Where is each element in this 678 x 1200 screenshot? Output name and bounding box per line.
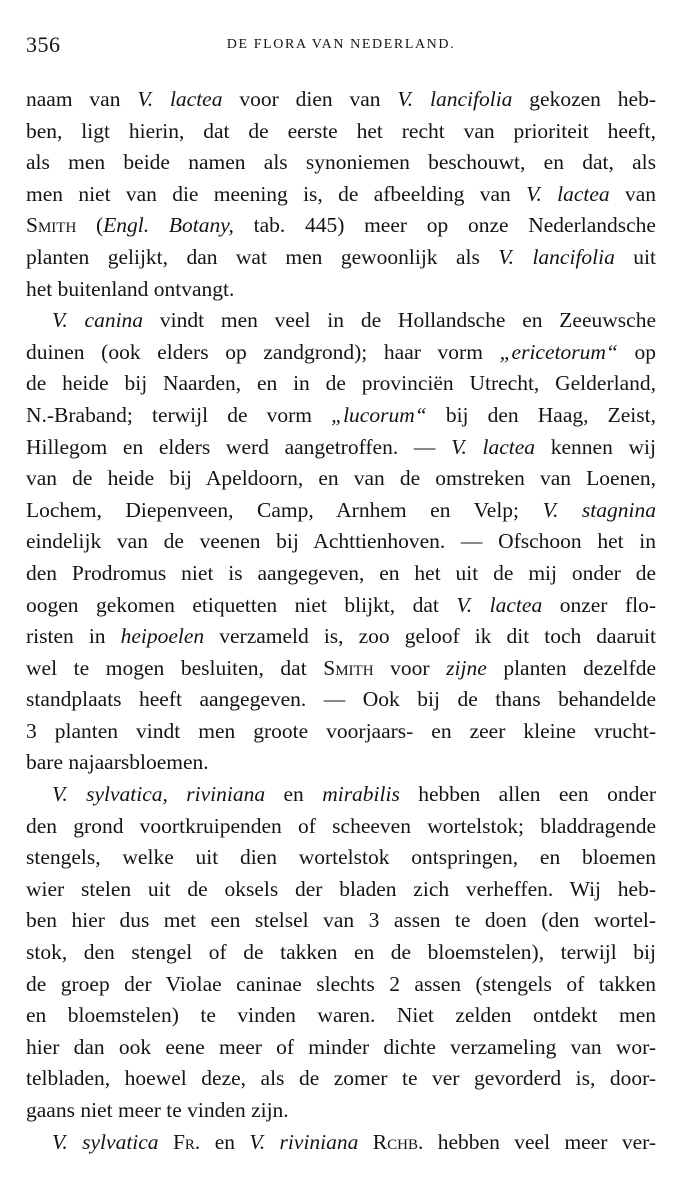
text-run: van de heide bij Apeldoorn, en van de omstreken van Loenen, xyxy=(26,466,656,491)
text-line xyxy=(26,337,656,369)
text-line xyxy=(26,242,656,274)
text-run: de heide bij Naarden, en in de provinciën Utrecht, Gelderland, xyxy=(26,371,656,396)
text-run: kennen wij xyxy=(535,434,656,459)
text-run xyxy=(358,1130,372,1154)
body-text xyxy=(26,84,656,1158)
text-line xyxy=(26,811,656,843)
text-line xyxy=(26,1032,656,1064)
text-run: voor dien van xyxy=(222,87,398,111)
text-line xyxy=(26,1063,656,1095)
text-line xyxy=(26,1127,656,1159)
italic-text: „lucorum“ xyxy=(331,402,427,427)
text-run: ben, ligt hierin, dat de eerste het recht van prioriteit heeft, xyxy=(26,118,656,143)
text-run: voor xyxy=(373,655,447,680)
text-run: hebben allen een onder xyxy=(399,782,656,807)
text-run: planten dezelfde xyxy=(486,655,656,680)
text-line xyxy=(26,1000,656,1032)
small-caps-name: Smith xyxy=(26,213,77,238)
text-line xyxy=(26,1095,656,1127)
italic-text: V. sylvatica, riviniana xyxy=(52,782,266,807)
small-caps-name: Rchb. xyxy=(372,1129,424,1154)
text-run: op xyxy=(617,339,656,364)
text-run: vindt men veel in de Hollandsche en Zeeuwsche xyxy=(143,308,656,333)
text-line xyxy=(26,495,656,527)
italic-text: V. lactea xyxy=(451,434,536,459)
text-line xyxy=(26,463,656,495)
text-line xyxy=(26,969,656,1001)
italic-text: mirabilis xyxy=(322,782,400,807)
text-run: telbladen, hoewel deze, als de zomer te ver gevorderd is, door- xyxy=(26,1066,656,1091)
text-line xyxy=(26,621,656,653)
italic-text: V. lactea xyxy=(137,87,223,111)
italic-text: V. lancifolia xyxy=(498,244,615,269)
text-run: den Prodromus niet is aangegeven, en het uit de mij onder de xyxy=(26,560,656,585)
text-line xyxy=(26,653,656,685)
text-line xyxy=(26,147,656,179)
text-line xyxy=(26,905,656,937)
text-run: standplaats heeft aangegeven. — Ook bij de thans behandelde xyxy=(26,687,656,712)
text-line xyxy=(26,874,656,906)
text-run: men niet van die meening is, de afbeelding van xyxy=(26,181,527,206)
text-line xyxy=(26,842,656,874)
text-run: hebben veel meer ver- xyxy=(423,1129,656,1154)
text-run: van xyxy=(609,181,656,206)
text-line xyxy=(26,274,656,306)
text-run: gekozen heb- xyxy=(512,87,656,111)
text-line xyxy=(26,558,656,590)
text-run: ( xyxy=(76,213,104,238)
text-run: hier dan ook eene meer of minder dichte verzameling van wor- xyxy=(26,1034,656,1059)
text-run: en xyxy=(200,1129,250,1154)
text-line xyxy=(26,179,656,211)
text-run: bij den Haag, Zeist, xyxy=(426,402,656,427)
text-run: wel te mogen besluiten, dat xyxy=(26,655,324,680)
text-line xyxy=(26,84,656,116)
text-line xyxy=(26,937,656,969)
running-head xyxy=(26,32,656,62)
page-number: 356 xyxy=(26,32,61,57)
small-caps-name: Smith xyxy=(323,655,374,680)
text-run: en bloemstelen) te vinden waren. Niet zelden ontdekt men xyxy=(26,1003,656,1028)
text-line xyxy=(26,590,656,622)
text-line xyxy=(26,400,656,432)
text-run: verzameld is, zoo geloof ik dit toch daaruit xyxy=(204,624,656,649)
text-run xyxy=(159,1130,173,1154)
text-run: gaans niet meer te vinden zijn. xyxy=(26,1098,289,1122)
text-line xyxy=(26,716,656,748)
text-run: Lochem, Diepenveen, Camp, Arnhem en Velp; xyxy=(26,497,543,522)
italic-text: V. lactea xyxy=(526,181,610,206)
text-line xyxy=(26,432,656,464)
text-run: uit xyxy=(614,244,656,269)
italic-text: V. stagnina xyxy=(542,497,656,522)
text-run: bare najaarsbloemen. xyxy=(26,750,209,775)
italic-text: Engl. Botany, xyxy=(103,213,234,238)
italic-text: zijne xyxy=(446,655,487,680)
text-line xyxy=(26,779,656,811)
text-line xyxy=(26,210,656,242)
text-run: den grond voortkruipenden of scheeven wortelstok; bladdragende xyxy=(26,813,656,838)
italic-text: heipoelen xyxy=(120,624,205,649)
italic-text: V. canina xyxy=(52,308,144,333)
text-run: Hillegom en elders werd aangetroffen. — xyxy=(26,434,452,459)
text-run: stengels, welke uit dien wortelstok ontspringen, en bloemen xyxy=(26,845,656,870)
text-run: onzer flo- xyxy=(542,592,656,617)
text-run: ben hier dus met een stelsel van 3 assen te doen (den wortel- xyxy=(26,908,656,933)
text-line xyxy=(26,305,656,337)
text-line xyxy=(26,526,656,558)
text-line xyxy=(26,684,656,716)
text-run: de groep der Violae caninae slechts 2 assen (stengels of takken xyxy=(26,971,656,996)
running-title: DE FLORA VAN NEDERLAND. xyxy=(226,37,456,52)
text-run: het buitenland ontvangt. xyxy=(26,276,235,301)
italic-text: V. lancifolia xyxy=(397,87,513,111)
text-line xyxy=(26,368,656,400)
text-run: 3 planten vindt men groote voorjaars- en zeer kleine vrucht- xyxy=(26,718,656,743)
small-caps-name: Fr. xyxy=(172,1129,201,1154)
text-run: en xyxy=(265,782,323,807)
italic-text: V. sylvatica xyxy=(52,1129,159,1154)
text-run: N.-Braband; terwijl de vorm xyxy=(26,402,332,427)
text-run: oogen gekomen etiquetten niet blijkt, dat xyxy=(26,592,457,617)
text-run: naam van xyxy=(26,87,138,111)
text-run: tab. 445) meer op onze Nederlandsche xyxy=(233,213,656,238)
text-run: wier stelen uit de oksels der bladen zich verheffen. Wij heb- xyxy=(26,876,656,901)
italic-text: „ericetorum“ xyxy=(499,339,618,364)
text-line xyxy=(26,747,656,779)
text-run: als men beide namen als synoniemen beschouwt, en dat, als xyxy=(26,150,656,175)
italic-text: V. riviniana xyxy=(249,1129,359,1154)
text-run: risten in xyxy=(26,624,121,649)
italic-text: V. lactea xyxy=(456,592,543,617)
text-run: duinen (ook elders op zandgrond); haar vorm xyxy=(26,339,500,364)
text-line xyxy=(26,116,656,148)
text-run: eindelijk van de veenen bij Achttienhoven. — Ofschoon het in xyxy=(26,529,656,554)
text-run: planten gelijkt, dan wat men gewoonlijk als xyxy=(26,244,499,269)
text-run: stok, den stengel of de takken en de bloemstelen), terwijl bij xyxy=(26,940,656,965)
